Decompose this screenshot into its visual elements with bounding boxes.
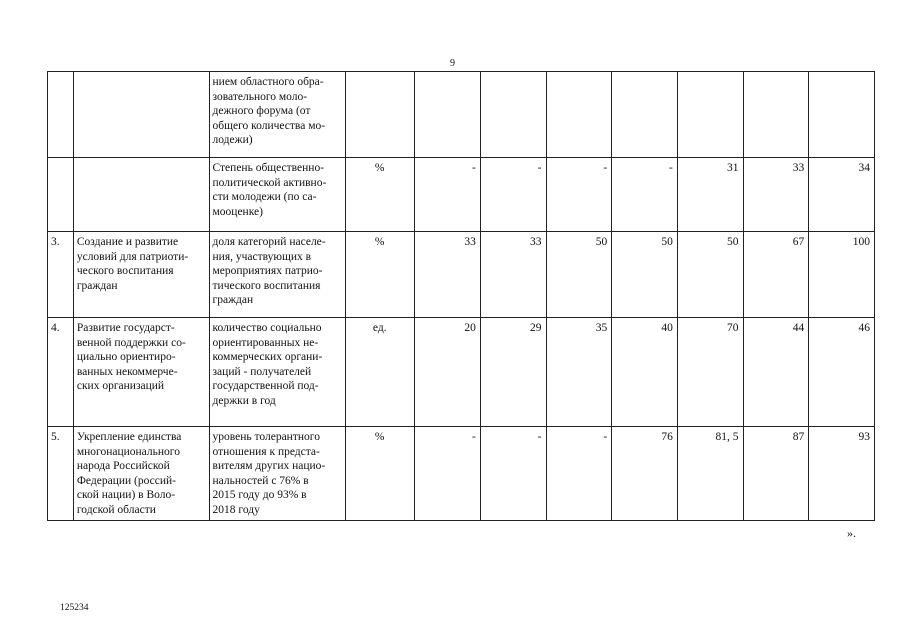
value-cell: 70 xyxy=(677,318,743,427)
unit-cell: % xyxy=(346,427,415,521)
value-cell: 34 xyxy=(809,158,875,232)
cell-line: народа Российской xyxy=(76,460,170,472)
value-cell: - xyxy=(546,427,612,521)
table-row xyxy=(48,158,875,232)
table-row xyxy=(48,318,875,427)
cell-line: мероприятиях патрио- xyxy=(212,265,323,277)
task-cell xyxy=(73,427,209,521)
indicator-cell xyxy=(209,232,346,318)
cell-line: нием областного обра- xyxy=(212,76,324,88)
cell-line: сти молодежи (по са- xyxy=(212,191,317,203)
value-cell: 33 xyxy=(743,158,809,232)
closing-quote: ». xyxy=(847,526,856,540)
task-cell xyxy=(73,318,209,427)
value-cell: 100 xyxy=(809,232,875,318)
value-cell: 33 xyxy=(480,232,546,318)
value-cell xyxy=(415,72,481,158)
cell-line: вителям других нацио- xyxy=(212,460,326,472)
value-cell: 76 xyxy=(612,427,678,521)
cell-line: коммерческих органи- xyxy=(212,351,323,363)
cell-line: уровень толерантного xyxy=(212,431,320,443)
value-cell: 44 xyxy=(743,318,809,427)
cell-line: нальностей с 76% в xyxy=(212,474,309,487)
value-cell: 46 xyxy=(809,318,875,427)
value-cell xyxy=(612,72,678,158)
indicator-cell xyxy=(209,318,346,427)
cell-line: ванных некоммерче- xyxy=(76,365,178,378)
value-cell: 31 xyxy=(677,158,743,232)
cell-line: граждан xyxy=(212,294,254,306)
cell-line: годской области xyxy=(76,503,156,516)
value-cell: 50 xyxy=(612,232,678,318)
cell-line: ческого воспитания xyxy=(76,265,174,277)
value-cell: 33 xyxy=(415,232,481,318)
cell-line: венной поддержки со- xyxy=(76,336,186,349)
table-row xyxy=(48,72,875,158)
cell-line: 2018 году xyxy=(212,503,260,516)
indicator-cell xyxy=(209,72,346,158)
cell-line: Степень общественно- xyxy=(212,162,325,174)
value-cell: - xyxy=(415,158,481,232)
value-cell: - xyxy=(480,158,546,232)
indicator-cell xyxy=(209,158,346,232)
value-cell: 50 xyxy=(546,232,612,318)
cell-line: Укрепление единства xyxy=(76,431,182,443)
cell-line: ской нации) в Воло- xyxy=(76,489,176,501)
value-cell: - xyxy=(480,427,546,521)
value-cell: - xyxy=(415,427,481,521)
indicator-cell xyxy=(209,427,346,521)
value-cell: 81, 5 xyxy=(677,427,743,521)
document-code: 125234 xyxy=(60,603,89,613)
cell-line: общего количества мо- xyxy=(212,119,326,132)
page-number: 9 xyxy=(450,58,455,69)
cell-line: многонационального xyxy=(76,445,180,458)
value-cell xyxy=(677,72,743,158)
cell-line: циально ориентиро- xyxy=(76,351,176,363)
cell-line: доля категорий населе- xyxy=(212,236,326,248)
cell-line: количество социально xyxy=(212,322,322,334)
unit-cell: % xyxy=(346,158,415,232)
cell-line: тического воспитания xyxy=(212,279,321,292)
cell-line: условий для патриоти- xyxy=(76,250,189,263)
row-number-cell xyxy=(48,158,74,232)
cell-line: ских организаций xyxy=(76,380,165,392)
value-cell: 50 xyxy=(677,232,743,318)
cell-line: государственной под- xyxy=(212,380,319,392)
value-cell: 67 xyxy=(743,232,809,318)
cell-line: дежного форума (от xyxy=(212,105,311,117)
row-number-cell xyxy=(48,72,74,158)
cell-line: ориентированных не- xyxy=(212,336,319,349)
row-number-cell: 4. xyxy=(48,318,74,427)
task-cell xyxy=(73,72,209,158)
cell-line: граждан xyxy=(76,279,118,292)
value-cell: 29 xyxy=(480,318,546,427)
value-cell: - xyxy=(612,158,678,232)
cell-line: зовательного моло- xyxy=(212,90,308,103)
cell-line: Развитие государст- xyxy=(76,322,175,334)
cell-line: 2015 году до 93% в xyxy=(212,489,307,501)
row-number-cell: 5. xyxy=(48,427,74,521)
cell-line: лодежи) xyxy=(212,134,253,146)
value-cell: 20 xyxy=(415,318,481,427)
value-cell xyxy=(546,72,612,158)
unit-cell: % xyxy=(346,232,415,318)
cell-line: Создание и развитие xyxy=(76,236,179,248)
value-cell: - xyxy=(546,158,612,232)
row-number-cell: 3. xyxy=(48,232,74,318)
table-row xyxy=(48,232,875,318)
cell-line: мооценке) xyxy=(212,205,263,218)
value-cell xyxy=(809,72,875,158)
value-cell xyxy=(743,72,809,158)
task-cell xyxy=(73,232,209,318)
value-cell: 35 xyxy=(546,318,612,427)
cell-line: политической активно- xyxy=(212,176,327,189)
cell-line: ния, участвующих в xyxy=(212,250,312,263)
unit-cell xyxy=(346,72,415,158)
cell-line: заций - получателей xyxy=(212,365,312,378)
cell-line: Федерации (россий- xyxy=(76,474,176,487)
value-cell: 40 xyxy=(612,318,678,427)
indicators-table xyxy=(47,71,875,521)
value-cell: 87 xyxy=(743,427,809,521)
unit-cell: ед. xyxy=(346,318,415,427)
cell-line: отношения к предста- xyxy=(212,445,320,458)
task-cell xyxy=(73,158,209,232)
table-row xyxy=(48,427,875,521)
cell-line: держки в год xyxy=(212,394,276,407)
value-cell xyxy=(480,72,546,158)
value-cell: 93 xyxy=(809,427,875,521)
